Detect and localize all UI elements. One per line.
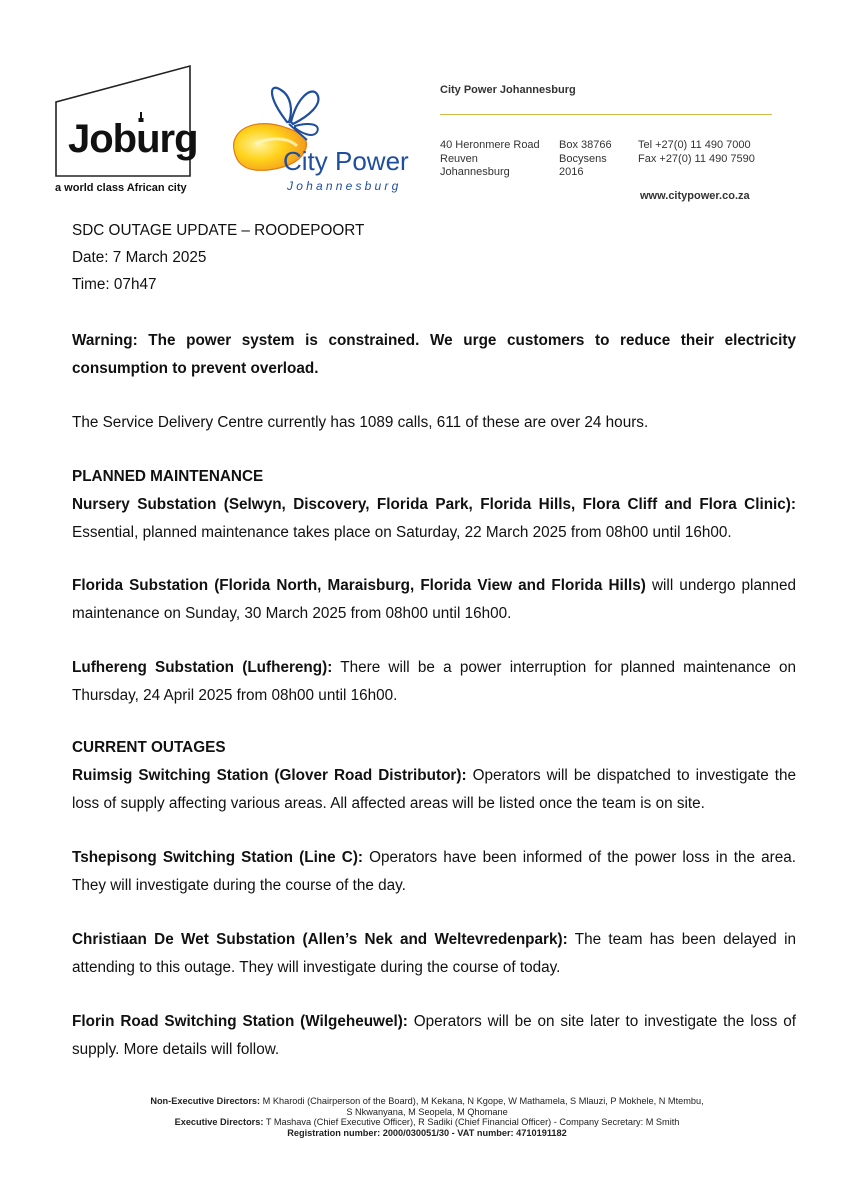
- city-power-logo: [225, 82, 425, 197]
- letterhead-divider: [440, 114, 772, 115]
- postal-address: [559, 139, 612, 180]
- postal-line: 2016: [559, 166, 584, 178]
- update-date: Date: 7 March 2025: [72, 249, 207, 266]
- city-power-logo-subtext: Johannesburg: [287, 179, 402, 193]
- postal-line: Bocysens: [559, 152, 607, 165]
- outage-item-body: Operators will be dispatched to investigate the loss of supply affecting various areas. All affected areas will be listed once the team is on site.: [72, 767, 796, 812]
- company-footer: [70, 1096, 784, 1138]
- postal-line: Box 38766: [559, 139, 612, 151]
- page-title: SDC OUTAGE UPDATE – ROODEPOORT: [72, 222, 365, 239]
- planned-item-body: will undergo planned maintenance on Sunday, 30 March 2025 from 08h00 until 16h00.: [72, 577, 796, 622]
- street-address: [440, 139, 540, 180]
- joburg-tagline: a world class African city: [55, 182, 187, 194]
- footer-label: Executive Directors:: [174, 1117, 264, 1128]
- outage-item-title: Florin Road Switching Station (Wilgeheuwel):: [72, 1013, 408, 1030]
- website-link[interactable]: www.citypower.co.za: [640, 190, 750, 202]
- executive-directors: [70, 1117, 784, 1128]
- planned-item-body: Essential, planned maintenance takes place on Saturday, 22 March 2025 from 08h00 until 16h00.: [72, 524, 732, 541]
- planned-item-lufhereng: [72, 654, 796, 710]
- update-time: Time: 07h47: [72, 276, 157, 293]
- non-executive-directors: [70, 1096, 784, 1107]
- calls-summary: The Service Delivery Centre currently has 1089 calls, 611 of these are over 24 hours.: [72, 414, 649, 431]
- address-line: Johannesburg: [440, 166, 510, 178]
- planned-maintenance-heading: PLANNED MAINTENANCE: [72, 468, 264, 485]
- planned-item-title: Nursery Substation (Selwyn, Discovery, Florida Park, Florida Hills, Flora Cliff and Flora Clinic):: [72, 496, 796, 513]
- outage-item-ruimsig: [72, 762, 796, 818]
- joburg-logo-text: Joburg: [68, 117, 198, 161]
- outage-item-body: Operators have been informed of the power loss in the area. They will investigate during the course of the day.: [72, 849, 797, 894]
- address-line: Reuven: [440, 152, 478, 165]
- company-name: City Power Johannesburg: [440, 84, 576, 96]
- outage-item-body: Operators will be on site later to investigate the loss of supply. More details will follow.: [72, 1013, 796, 1058]
- contact-numbers: [638, 139, 755, 166]
- outage-item-christiaan-de-wet: [72, 926, 796, 982]
- outage-item-title: Ruimsig Switching Station (Glover Road Distributor):: [72, 767, 467, 784]
- address-line: 40 Heronmere Road: [440, 139, 540, 151]
- planned-item-florida: [72, 572, 796, 628]
- non-executive-directors-cont: S Nkwanyana, M Seopela, M Qhomane: [346, 1106, 508, 1117]
- registration-numbers: Registration number: 2000/030051/30 - VAT number: 4710191182: [287, 1127, 567, 1138]
- outage-item-title: Tshepisong Switching Station (Line C):: [72, 849, 364, 866]
- joburg-logo: [52, 62, 200, 192]
- outage-item-florin-road: [72, 1008, 796, 1064]
- warning-notice: Warning: The power system is constrained. We urge customers to reduce their electricity consumption to prevent overload.: [72, 332, 796, 377]
- current-outages-heading: CURRENT OUTAGES: [72, 739, 226, 756]
- planned-item-title: Lufhereng Substation (Lufhereng):: [72, 659, 333, 676]
- outage-item-body: The team has been delayed in attending to this outage. They will investigate during the course of today.: [72, 931, 796, 976]
- footer-text: M Kharodi (Chairperson of the Board), M Kekana, N Kgope, W Mathamela, S Mlauzi, P Mokhele, N Mtembu,: [260, 1096, 704, 1106]
- planned-item-nursery: [72, 491, 796, 547]
- outage-item-title: Christiaan De Wet Substation (Allen’s Nek and Weltevredenpark):: [72, 931, 568, 948]
- city-power-logo-text: City Power: [283, 146, 409, 176]
- footer-text: T Mashava (Chief Executive Officer), R Sadiki (Chief Financial Officer) - Company Secretary: M Smith: [263, 1117, 680, 1128]
- fax: Fax +27(0) 11 490 7590: [638, 152, 755, 165]
- telephone: Tel +27(0) 11 490 7000: [638, 139, 751, 151]
- planned-item-title: Florida Substation (Florida North, Maraisburg, Florida View and Florida Hills): [72, 577, 646, 594]
- outage-item-tshepisong: [72, 844, 796, 900]
- planned-item-body: There will be a power interruption for planned maintenance on Thursday, 24 April 2025 from 08h00 until 16h00.: [72, 659, 796, 704]
- footer-label: Non-Executive Directors:: [150, 1096, 261, 1106]
